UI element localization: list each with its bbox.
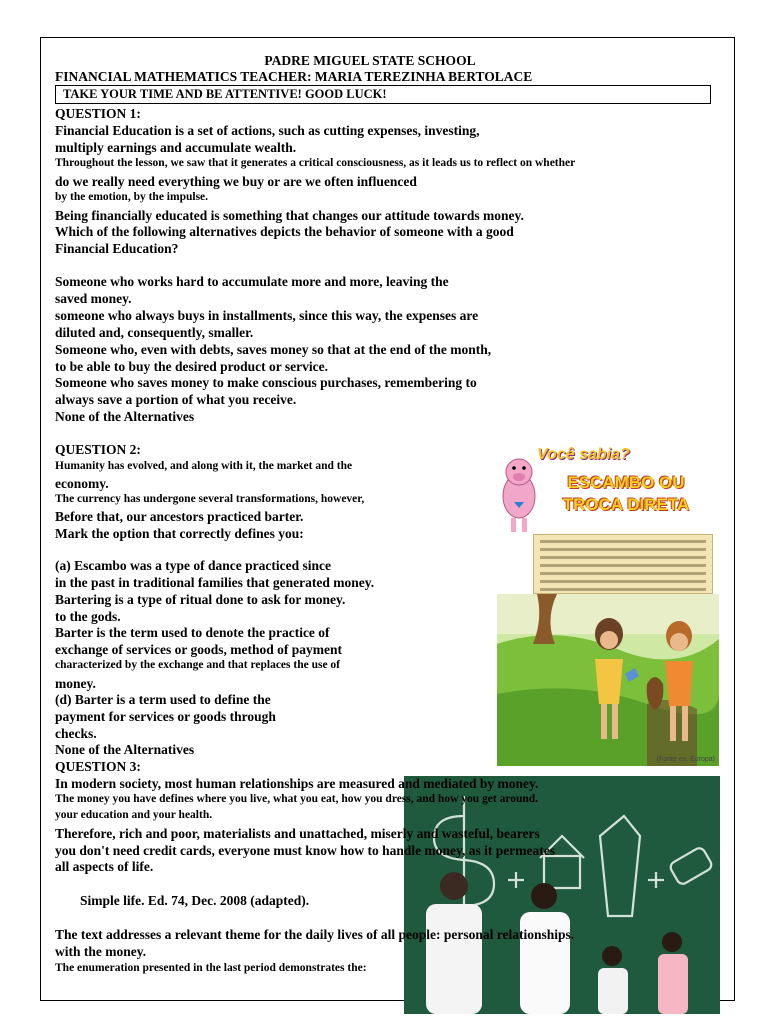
question2-heading: QUESTION 2:	[55, 442, 141, 457]
question2-option[interactable]: payment for services or goods through	[55, 709, 276, 724]
instruction-text: TAKE YOUR TIME AND BE ATTENTIVE! GOOD LUCK!	[63, 87, 387, 101]
question1-option[interactable]: Someone who, even with debts, saves money so that at the end of the month,	[55, 342, 492, 357]
illustration-title-line: ESCAMBO OU	[567, 473, 685, 492]
illustration-title-line: TROCA DIRETA	[562, 495, 690, 514]
question3-line: all aspects of life.	[55, 859, 154, 874]
barter-illustration	[497, 444, 719, 766]
question1-line: Being financially educated is something that changes our attitude towards money.	[55, 208, 524, 223]
question1-line: Which of the following alternatives depicts the behavior of someone with a good	[55, 224, 514, 239]
question1-option[interactable]: someone who always buys in installments, since this way, the expenses are	[55, 308, 479, 323]
question1-option[interactable]: saved money.	[55, 291, 132, 306]
question3-line: The text addresses a relevant theme for the daily lives of all people: personal relationships.	[55, 927, 575, 942]
question2-option[interactable]: money.	[55, 676, 96, 691]
question1-option[interactable]: Someone who saves money to make conscious purchases, remembering to	[55, 375, 477, 390]
illustration-credit: (Fonte ex. Europa)	[656, 756, 715, 763]
question3-line: with the money.	[55, 944, 147, 959]
chalkboard-illustration	[404, 776, 720, 1014]
question1-option[interactable]: None of the Alternatives	[55, 409, 195, 424]
question2-line: Humanity has evolved, and along with it, the market and the	[55, 460, 353, 472]
illustration-banner: Você sabia?	[537, 446, 630, 463]
question1-line: Financial Education is a set of actions, such as cutting expenses, investing,	[55, 123, 480, 138]
question2-option[interactable]: exchange of services or goods, method of payment	[55, 642, 342, 657]
illustration-caption-panel	[533, 534, 713, 594]
question3-heading: QUESTION 3:	[55, 759, 141, 774]
question2-line: economy.	[55, 476, 109, 491]
question2-line: Mark the option that correctly defines you:	[55, 526, 304, 541]
question2-option[interactable]: Barter is the term used to denote the practice of	[55, 625, 330, 640]
question1-option[interactable]: diluted and, consequently, smaller.	[55, 325, 254, 340]
question2-line: The currency has undergone several transformations, however,	[55, 493, 365, 505]
school-name: PADRE MIGUEL STATE SCHOOL	[264, 53, 476, 68]
question2-line: Before that, our ancestors practiced barter.	[55, 509, 304, 524]
chalkboard-scene	[404, 776, 720, 1014]
question2-option[interactable]: characterized by the exchange and that replaces the use of	[55, 659, 341, 671]
question2-option[interactable]: None of the Alternatives	[55, 742, 195, 757]
question2-option[interactable]: (a) Escambo was a type of dance practiced since	[55, 558, 331, 573]
question1-option[interactable]: to be able to buy the desired product or service.	[55, 359, 328, 374]
question1-line: do we really need everything we buy or are we often influenced	[55, 174, 417, 189]
question1-heading: QUESTION 1:	[55, 106, 141, 121]
question1-line: Throughout the lesson, we saw that it generates a critical consciousness, as it leads us to reflect on whether	[55, 157, 576, 169]
question2-option[interactable]: (d) Barter is a term used to define the	[55, 692, 271, 707]
question1-option[interactable]: always save a portion of what you receive.	[55, 392, 297, 407]
question3-line: In modern society, most human relationships are measured and mediated by money.	[55, 776, 539, 791]
instruction-box	[55, 85, 711, 104]
illustration-title	[533, 472, 719, 520]
question1-line: multiply earnings and accumulate wealth.	[55, 140, 297, 155]
question2-option[interactable]: Bartering is a type of ritual done to ask for money.	[55, 592, 346, 607]
pig-mascot	[503, 459, 535, 532]
source-citation: Simple life. Ed. 74, Dec. 2008 (adapted).	[80, 893, 310, 908]
question3-line: your education and your health.	[55, 809, 213, 821]
question3-line: The money you have defines where you live, what you eat, how you dress, and how you get around.	[55, 793, 539, 805]
question1-line: Financial Education?	[55, 241, 179, 256]
question3-line: Therefore, rich and poor, materialists and unattached, miserly and wasteful, bearers	[55, 826, 540, 841]
question1-option[interactable]: Someone who works hard to accumulate more and more, leaving the	[55, 274, 449, 289]
question2-option[interactable]: checks.	[55, 726, 97, 741]
question1-line: by the emotion, by the impulse.	[55, 191, 209, 203]
question3-line: The enumeration presented in the last period demonstrates the:	[55, 962, 367, 974]
teacher-line: FINANCIAL MATHEMATICS TEACHER: MARIA TEREZINHA BERTOLACE	[55, 69, 533, 84]
question3-line: you don't need credit cards, everyone must know how to handle money, as it permeates	[55, 843, 555, 858]
question2-option[interactable]: to the gods.	[55, 609, 121, 624]
question2-option[interactable]: in the past in traditional families that generated money.	[55, 575, 375, 590]
